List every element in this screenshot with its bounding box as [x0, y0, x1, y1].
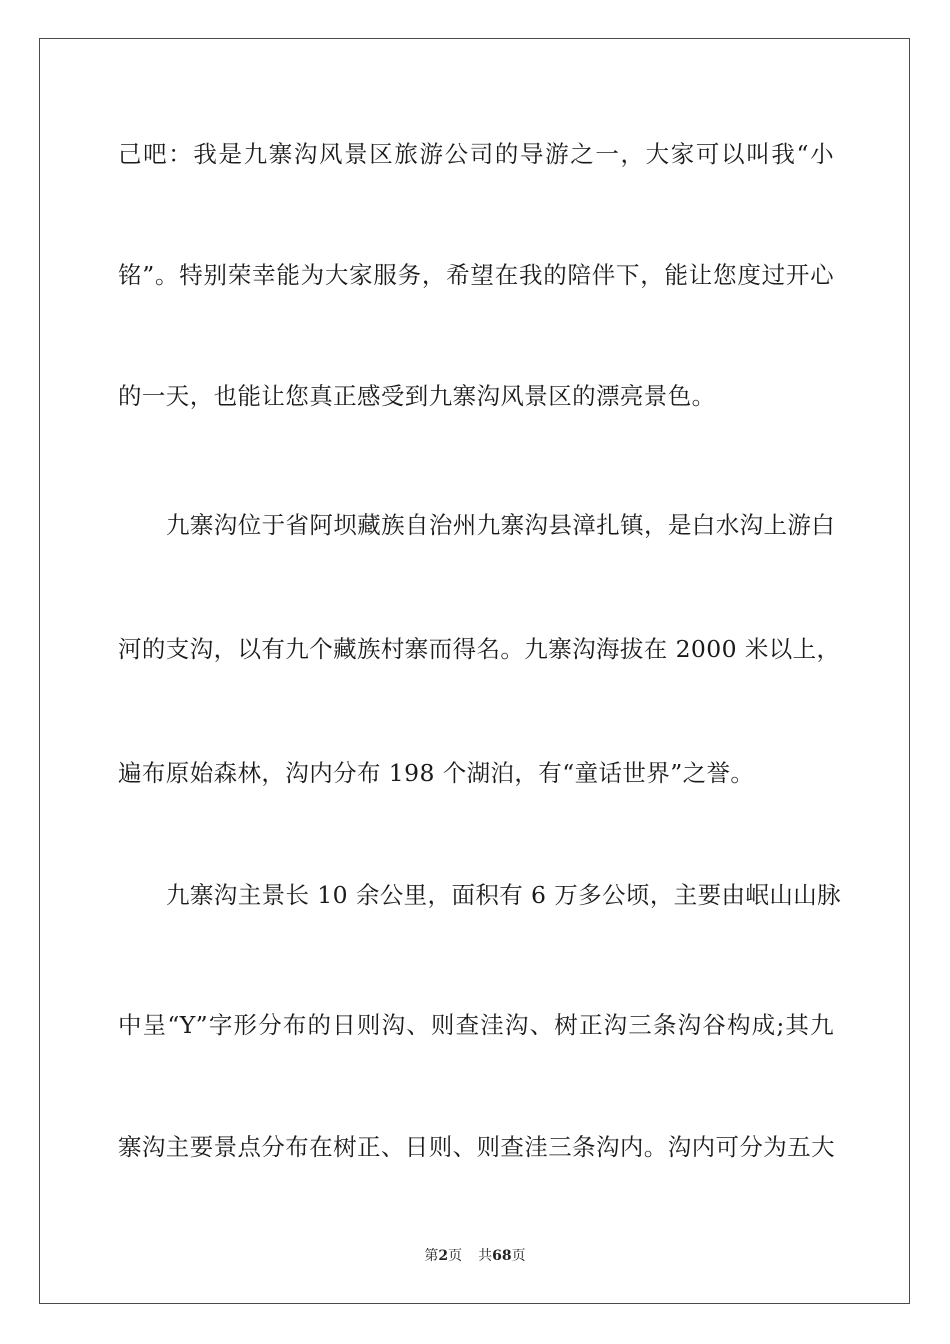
text-line: 铭”。特别荣幸能为大家服务，希望在我的陪伴下，能让您度过开心 [118, 261, 834, 289]
page-number: 2 [438, 1248, 449, 1264]
total-suffix: 页 [511, 1248, 526, 1264]
page-suffix: 页 [448, 1248, 463, 1264]
total-prefix: 共 [478, 1248, 493, 1264]
text-line: 寨沟主要景点分布在树正、日则、则查洼三条沟内。沟内可分为五大 [118, 1133, 835, 1161]
total-pages: 68 [492, 1248, 512, 1264]
page-border [39, 38, 910, 1304]
text-line: 中呈“Y”字形分布的日则沟、则查洼沟、树正沟三条沟谷构成;其九 [118, 1011, 834, 1039]
paragraph-first-line: 九寨沟位于省阿坝藏族自治州九寨沟县漳扎镇，是白水沟上游白 [166, 511, 836, 539]
text-line: 己吧：我是九寨沟风景区旅游公司的导游之一，大家可以叫我“小 [118, 140, 834, 168]
paragraph-first-line: 九寨沟主景长 10 余公里，面积有 6 万多公顷，主要由岷山山脉 [166, 881, 842, 909]
page-footer [0, 1247, 950, 1265]
page-prefix: 第 [424, 1248, 439, 1264]
text-line: 遍布原始森林，沟内分布 198 个湖泊，有“童话世界”之誉。 [118, 759, 755, 787]
text-line: 的一天，也能让您真正感受到九寨沟风景区的漂亮景色。 [118, 382, 716, 410]
text-line: 河的支沟，以有九个藏族村寨而得名。九寨沟海拔在 2000 米以上， [118, 635, 841, 663]
